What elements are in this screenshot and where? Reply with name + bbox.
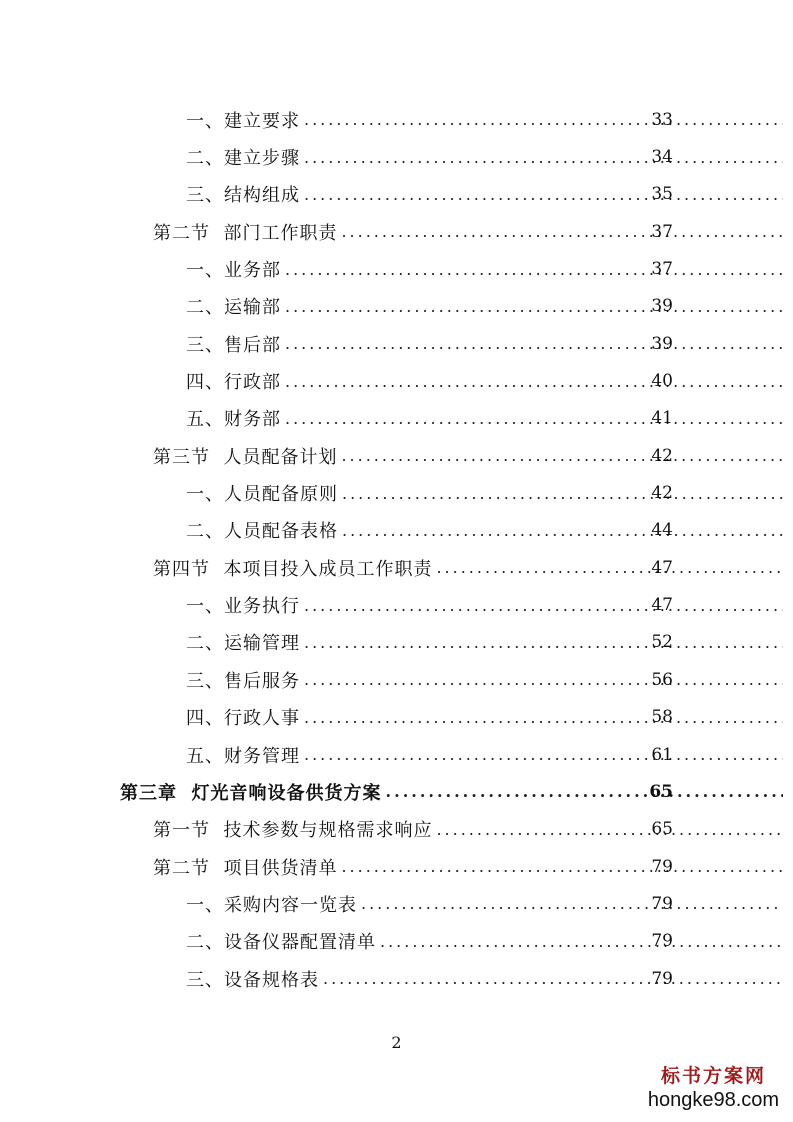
- toc-entry-page: 41: [651, 408, 673, 429]
- toc-entry-page: 44: [651, 520, 673, 541]
- toc-entry-label: 第二节 部门工作职责: [153, 222, 338, 244]
- toc-entry-label: 三、售后服务: [186, 670, 300, 692]
- toc-entry-label: 五、财务管理: [186, 745, 300, 767]
- toc-entry-page: 37: [651, 221, 673, 242]
- toc-entry: [0, 437, 793, 474]
- toc-leader-dots: [285, 372, 783, 391]
- toc-entry: [0, 512, 793, 549]
- toc-entry-page: 47: [651, 595, 673, 616]
- toc-entry: [0, 661, 793, 698]
- toc-leader-dots: [285, 409, 783, 428]
- toc-entry-page: 52: [651, 632, 673, 653]
- watermark-title: 标书方案网: [660, 1065, 766, 1087]
- toc-leader-dots: [436, 558, 783, 577]
- watermark-url: hongke98.com: [647, 1089, 780, 1111]
- toc-entry-label: 一、人员配备原则: [186, 484, 338, 506]
- toc-leader-dots: [304, 745, 783, 764]
- toc-entry-page: 56: [651, 669, 673, 690]
- toc-leader-dots: [285, 297, 783, 316]
- toc-entry-label: 五、财务部: [186, 409, 281, 431]
- toc-entry-page: 42: [651, 445, 673, 466]
- toc-leader-dots: [341, 222, 783, 241]
- toc-entry-page: 65: [651, 819, 673, 840]
- toc-entry: [0, 474, 793, 511]
- toc-entry-label: 一、业务执行: [186, 596, 300, 618]
- toc-leader-dots: [341, 446, 783, 465]
- toc-entry-page: 79: [651, 968, 673, 989]
- toc-entry: [0, 400, 793, 437]
- watermark-logo: [646, 1064, 781, 1112]
- toc-entry: [0, 699, 793, 736]
- toc-entry-page: 65: [649, 781, 673, 802]
- toc-entry: [0, 586, 793, 623]
- toc-entry-label: 四、行政部: [186, 372, 281, 394]
- toc-entry: [0, 101, 793, 138]
- toc-entry-label: 第四节 本项目投入成员工作职责: [153, 558, 433, 580]
- toc-leader-dots: [341, 857, 783, 876]
- toc-entry-page: 37: [651, 259, 673, 280]
- toc-leader-dots: [386, 782, 783, 801]
- toc-entry-label: 第三节 人员配备计划: [153, 446, 338, 468]
- toc-entry-page: 39: [651, 333, 673, 354]
- toc-entry-label: 二、建立步骤: [186, 148, 300, 170]
- toc-entry: [0, 288, 793, 325]
- toc-entry-label: 四、行政人事: [186, 708, 300, 730]
- toc-leader-dots: [342, 521, 783, 540]
- toc-entry: [0, 362, 793, 399]
- toc-entry-label: 三、结构组成: [186, 185, 300, 207]
- toc-entry-page: 58: [651, 707, 673, 728]
- toc-entry-label: 二、设备仪器配置清单: [186, 932, 376, 954]
- toc-entry: [0, 773, 793, 810]
- toc-entry: [0, 213, 793, 250]
- toc-entry-page: 33: [651, 109, 673, 130]
- toc-leader-dots: [304, 185, 783, 204]
- toc-entry-label: 二、运输管理: [186, 633, 300, 655]
- toc-entry: [0, 736, 793, 773]
- toc-entry-page: 40: [651, 371, 673, 392]
- toc-leader-dots: [304, 708, 783, 727]
- toc-entry-label: 三、售后部: [186, 334, 281, 356]
- toc-leader-dots: [380, 932, 783, 951]
- table-of-contents: [0, 101, 793, 997]
- toc-entry: [0, 624, 793, 661]
- toc-entry: [0, 923, 793, 960]
- toc-leader-dots: [342, 484, 783, 503]
- toc-entry-label: 一、采购内容一览表: [186, 894, 357, 916]
- toc-entry-label: 一、建立要求: [186, 110, 300, 132]
- toc-entry-label: 二、人员配备表格: [186, 521, 338, 543]
- toc-leader-dots: [361, 894, 783, 913]
- toc-leader-dots: [304, 670, 783, 689]
- toc-entry-page: 39: [651, 296, 673, 317]
- toc-entry: [0, 250, 793, 287]
- toc-leader-dots: [285, 334, 783, 353]
- page-number: 2: [391, 1033, 402, 1052]
- toc-entry: [0, 811, 793, 848]
- toc-entry: [0, 176, 793, 213]
- toc-leader-dots: [304, 148, 783, 167]
- toc-entry-page: 42: [651, 483, 673, 504]
- toc-entry: [0, 549, 793, 586]
- toc-entry-label: 第一节 技术参数与规格需求响应: [153, 820, 433, 842]
- toc-leader-dots: [304, 596, 783, 615]
- toc-entry-label: 三、设备规格表: [186, 969, 319, 991]
- toc-leader-dots: [323, 969, 783, 988]
- toc-entry-label: 第二节 项目供货清单: [153, 857, 338, 879]
- toc-entry-page: 61: [651, 744, 673, 765]
- toc-entry: [0, 960, 793, 997]
- toc-leader-dots: [285, 260, 783, 279]
- toc-entry-page: 34: [651, 147, 673, 168]
- toc-entry: [0, 885, 793, 922]
- toc-entry-page: 79: [651, 893, 673, 914]
- toc-leader-dots: [436, 820, 783, 839]
- toc-entry: [0, 138, 793, 175]
- toc-leader-dots: [304, 110, 783, 129]
- toc-entry-label: 第三章 灯光音响设备供货方案: [120, 782, 382, 804]
- toc-entry-page: 79: [651, 931, 673, 952]
- toc-entry-page: 47: [651, 557, 673, 578]
- toc-entry-page: 35: [651, 184, 673, 205]
- toc-entry-page: 79: [651, 856, 673, 877]
- toc-leader-dots: [304, 633, 783, 652]
- toc-entry: [0, 848, 793, 885]
- toc-entry-label: 一、业务部: [186, 260, 281, 282]
- toc-entry-label: 二、运输部: [186, 297, 281, 319]
- toc-entry: [0, 325, 793, 362]
